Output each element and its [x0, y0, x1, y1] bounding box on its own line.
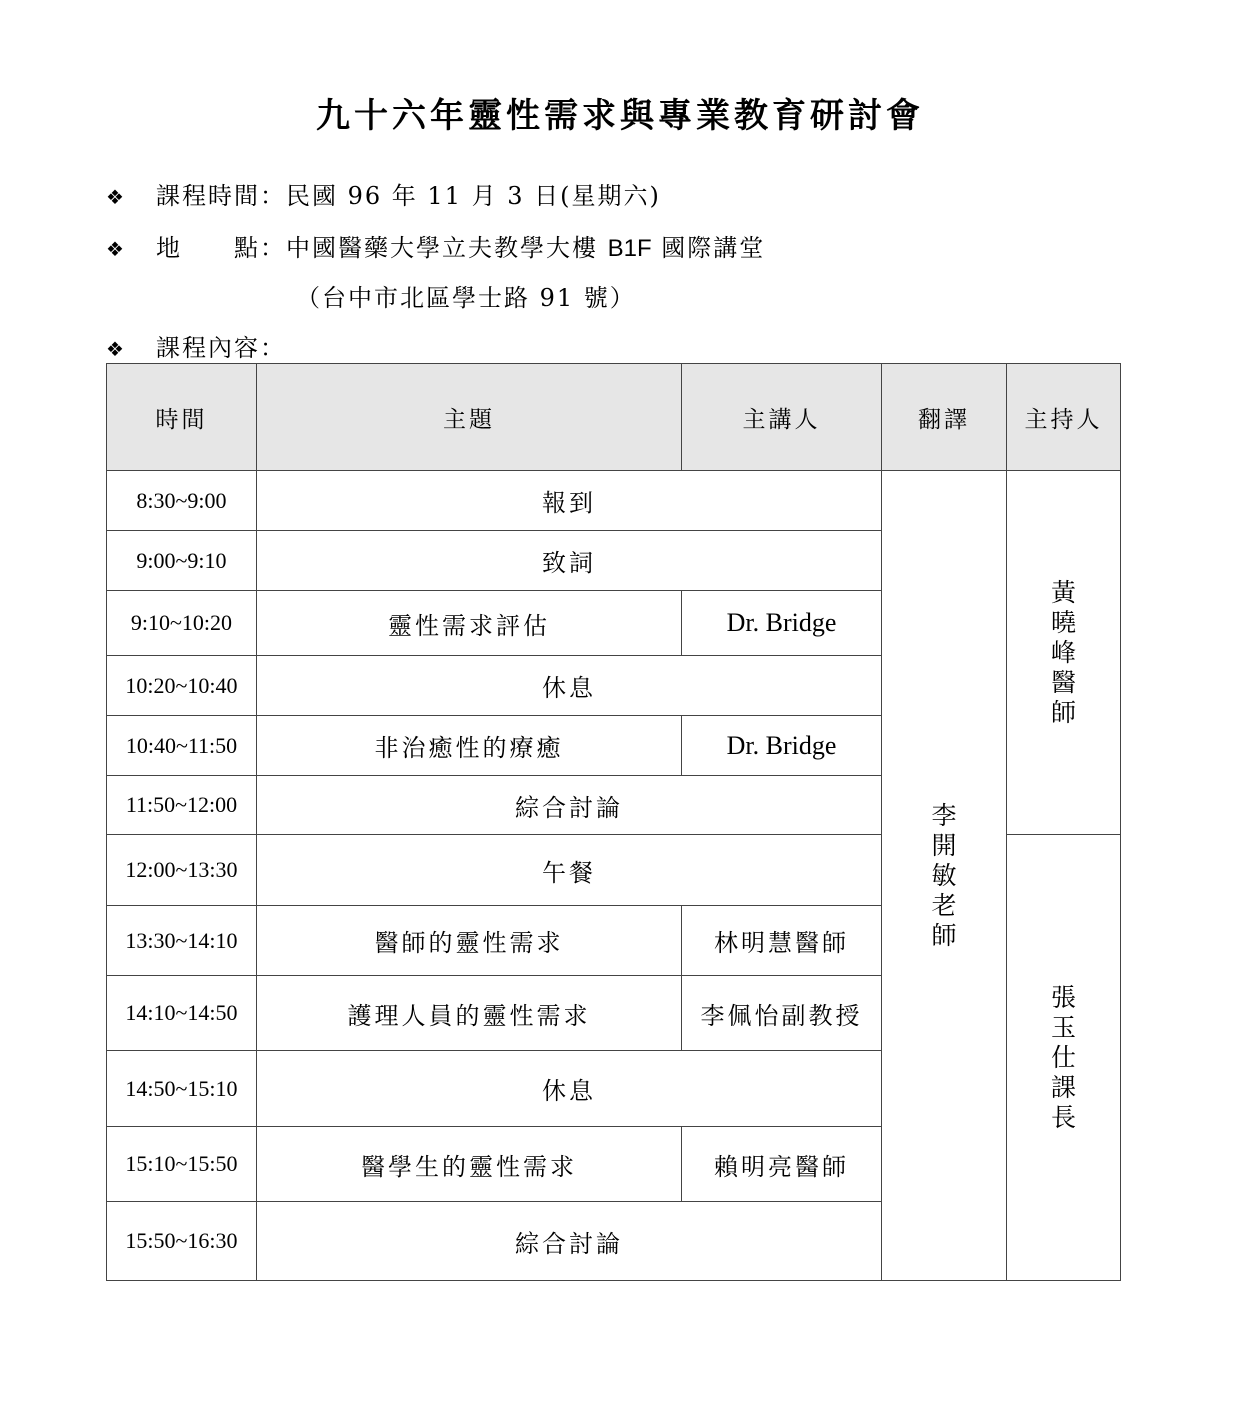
time-cell: 8:30~9:00 [107, 471, 257, 531]
time-cell: 14:50~15:10 [107, 1051, 257, 1127]
topic-cell: 報到 [257, 471, 882, 531]
topic-cell: 非治癒性的療癒 [257, 716, 682, 776]
topic-cell: 休息 [257, 1051, 882, 1127]
time-cell: 9:00~9:10 [107, 531, 257, 591]
address-line: （台中市北區學士路 91 號） [296, 284, 636, 312]
host-morning-cell [1007, 471, 1121, 835]
host-afternoon-cell [1007, 835, 1121, 1281]
location-line [106, 228, 765, 263]
header-topic: 主題 [257, 364, 682, 471]
time-cell: 13:30~14:10 [107, 906, 257, 976]
diamond-bullet-icon: ❖ [106, 237, 126, 261]
time-cell: 15:10~15:50 [107, 1127, 257, 1202]
speaker-cell: Dr. Bridge [682, 716, 882, 776]
speaker-cell: Dr. Bridge [682, 591, 882, 656]
course-time-line [106, 176, 661, 211]
header-speaker: 主講人 [682, 364, 882, 471]
topic-cell: 護理人員的靈性需求 [257, 976, 682, 1051]
topic-cell: 午餐 [257, 835, 882, 906]
time-cell: 11:50~12:00 [107, 776, 257, 835]
header-row [107, 364, 1121, 471]
time-cell: 10:20~10:40 [107, 656, 257, 716]
time-cell: 15:50~16:30 [107, 1202, 257, 1281]
time-cell: 14:10~14:50 [107, 976, 257, 1051]
course-time-value: 民國 96 年 11 月 3 日(星期六) [286, 182, 661, 210]
time-cell: 12:00~13:30 [107, 835, 257, 906]
header-host: 主持人 [1007, 364, 1121, 471]
topic-cell: 靈性需求評估 [257, 591, 682, 656]
time-cell: 9:10~10:20 [107, 591, 257, 656]
time-cell: 10:40~11:50 [107, 716, 257, 776]
topic-cell: 綜合討論 [257, 776, 882, 835]
translator-cell [882, 471, 1007, 1281]
topic-cell: 醫師的靈性需求 [257, 906, 682, 976]
topic-cell: 致詞 [257, 531, 882, 591]
speaker-cell: 李佩怡副教授 [682, 976, 882, 1051]
location-floor: B1F [607, 235, 652, 262]
location-value: 中國醫藥大學立夫教學大樓 [286, 234, 608, 262]
page-title: 九十六年靈性需求與專業教育研討會 [316, 96, 924, 136]
course-time-label: 課程時間： [156, 182, 286, 210]
diamond-bullet-icon: ❖ [106, 337, 126, 361]
header-translation: 翻譯 [882, 364, 1007, 471]
location-hall: 國際講堂 [651, 234, 766, 262]
course-content-line [106, 328, 286, 363]
topic-cell: 醫學生的靈性需求 [257, 1127, 682, 1202]
speaker-cell: 林明慧醫師 [682, 906, 882, 976]
host-afternoon-name: 張玉仕課長 [1050, 982, 1076, 1132]
table-row [107, 471, 1121, 531]
course-content-label: 課程內容： [156, 334, 286, 362]
diamond-bullet-icon: ❖ [106, 185, 126, 209]
topic-cell: 綜合討論 [257, 1202, 882, 1281]
header-time: 時間 [107, 364, 257, 471]
topic-cell: 休息 [257, 656, 882, 716]
speaker-cell: 賴明亮醫師 [682, 1127, 882, 1202]
schedule-table [106, 363, 1121, 1281]
host-morning-name: 黃曉峰醫師 [1050, 577, 1076, 727]
location-label: 地 點： [156, 234, 286, 262]
translator-name: 李開敏老師 [931, 800, 957, 950]
